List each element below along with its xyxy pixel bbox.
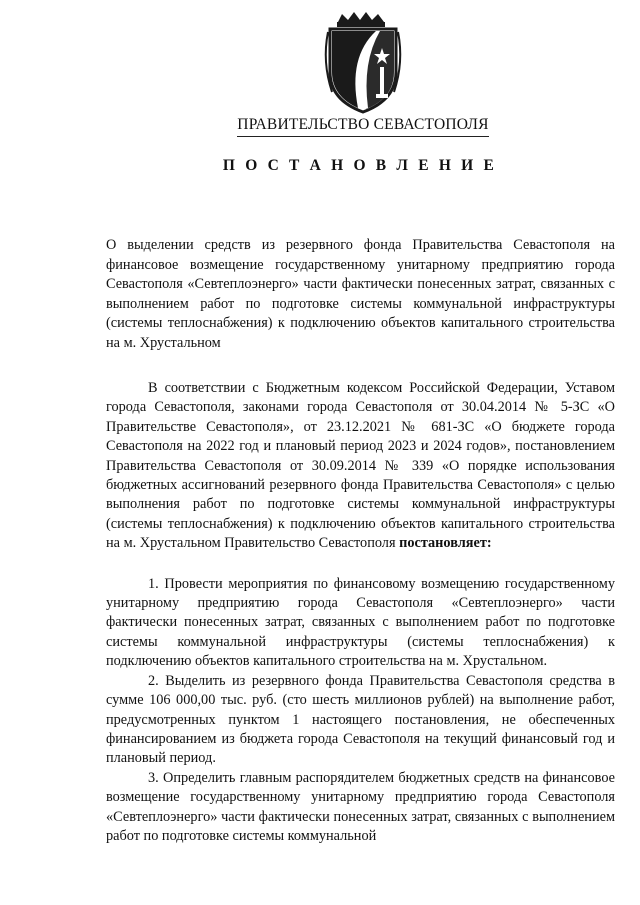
decree-keyword: постановляет:: [399, 535, 492, 552]
preamble-text: В соответствии с Бюджетным кодексом Российской Федерации, Уставом города Севастополя, законами города Севастополя от 30.04.2014 № 5-ЗС «О Правительстве Севастополя», от 23.12.2021 № 681-ЗС «О бюджете города Севастополя на 2022 год и плановый период 2023 и 2024 годов», постановлением Правительства Севастополя от 30.09.2014 № 339 «О порядке использования бюджетных ассигнований резервного фонда Правительства Севастополя» с целью выполнения работ по подготовке системы коммунальной инфраструктуры (системы теплоснабжения) к подключению объектов капитального строительства на м. Хрустальном Правительство Севастополя: [106, 380, 615, 552]
item-paragraph-2: 2. Выделить из резервного фонда Правительства Севастополя средства в сумме 106 000,00 тыс. руб. (сто шесть миллионов рублей) на выполнение работ, предусмотренных пунктом 1 настоящего постановления, не обеспеченных финансированием из бюджета города Севастополя на текущий финансовый год и плановый период.: [106, 672, 615, 767]
government-title: [0, 116, 640, 137]
document-type-heading: П О С Т А Н О В Л Е Н И Е: [222, 157, 498, 174]
decree-subject: О выделении средств из резервного фонда Правительства Севастополя на финансовое возмещение государственному унитарному предприятию города Севастополя «Севтеплоэнерго» части фактически понесенных затрат, связанных с выполнением работ по подготовке системы коммунальной инфраструктуры (системы теплоснабжения) к подключению объектов капитального строительства на м. Хрустальном: [106, 237, 615, 351]
decree-body: [106, 379, 615, 846]
item-paragraph-3: 3. Определить главным распорядителем бюджетных средств на финансовое возмещение государственному унитарному предприятию города Севастополя «Севтеплоэнерго» части фактически понесенных затрат, связанных с выполнением работ по подготовке системы коммунальной: [106, 769, 615, 844]
government-title-text: ПРАВИТЕЛЬСТВО СЕВАСТОПОЛЯ: [237, 116, 488, 137]
preamble-paragraph: [106, 379, 615, 554]
paragraph-gap: [106, 554, 615, 575]
item-paragraph-1: 1. Провести мероприятия по финансовому возмещению государственному унитарному предприятию города Севастополя «Севтеплоэнерго» части фактически понесенных затрат, связанных с выполнением работ по подготовке системы коммунальной инфраструктуры (системы теплоснабжения) к подключению объектов капитального строительства на м. Хрустальном.: [106, 575, 615, 670]
sevastopol-coat-of-arms-icon: [318, 12, 408, 114]
